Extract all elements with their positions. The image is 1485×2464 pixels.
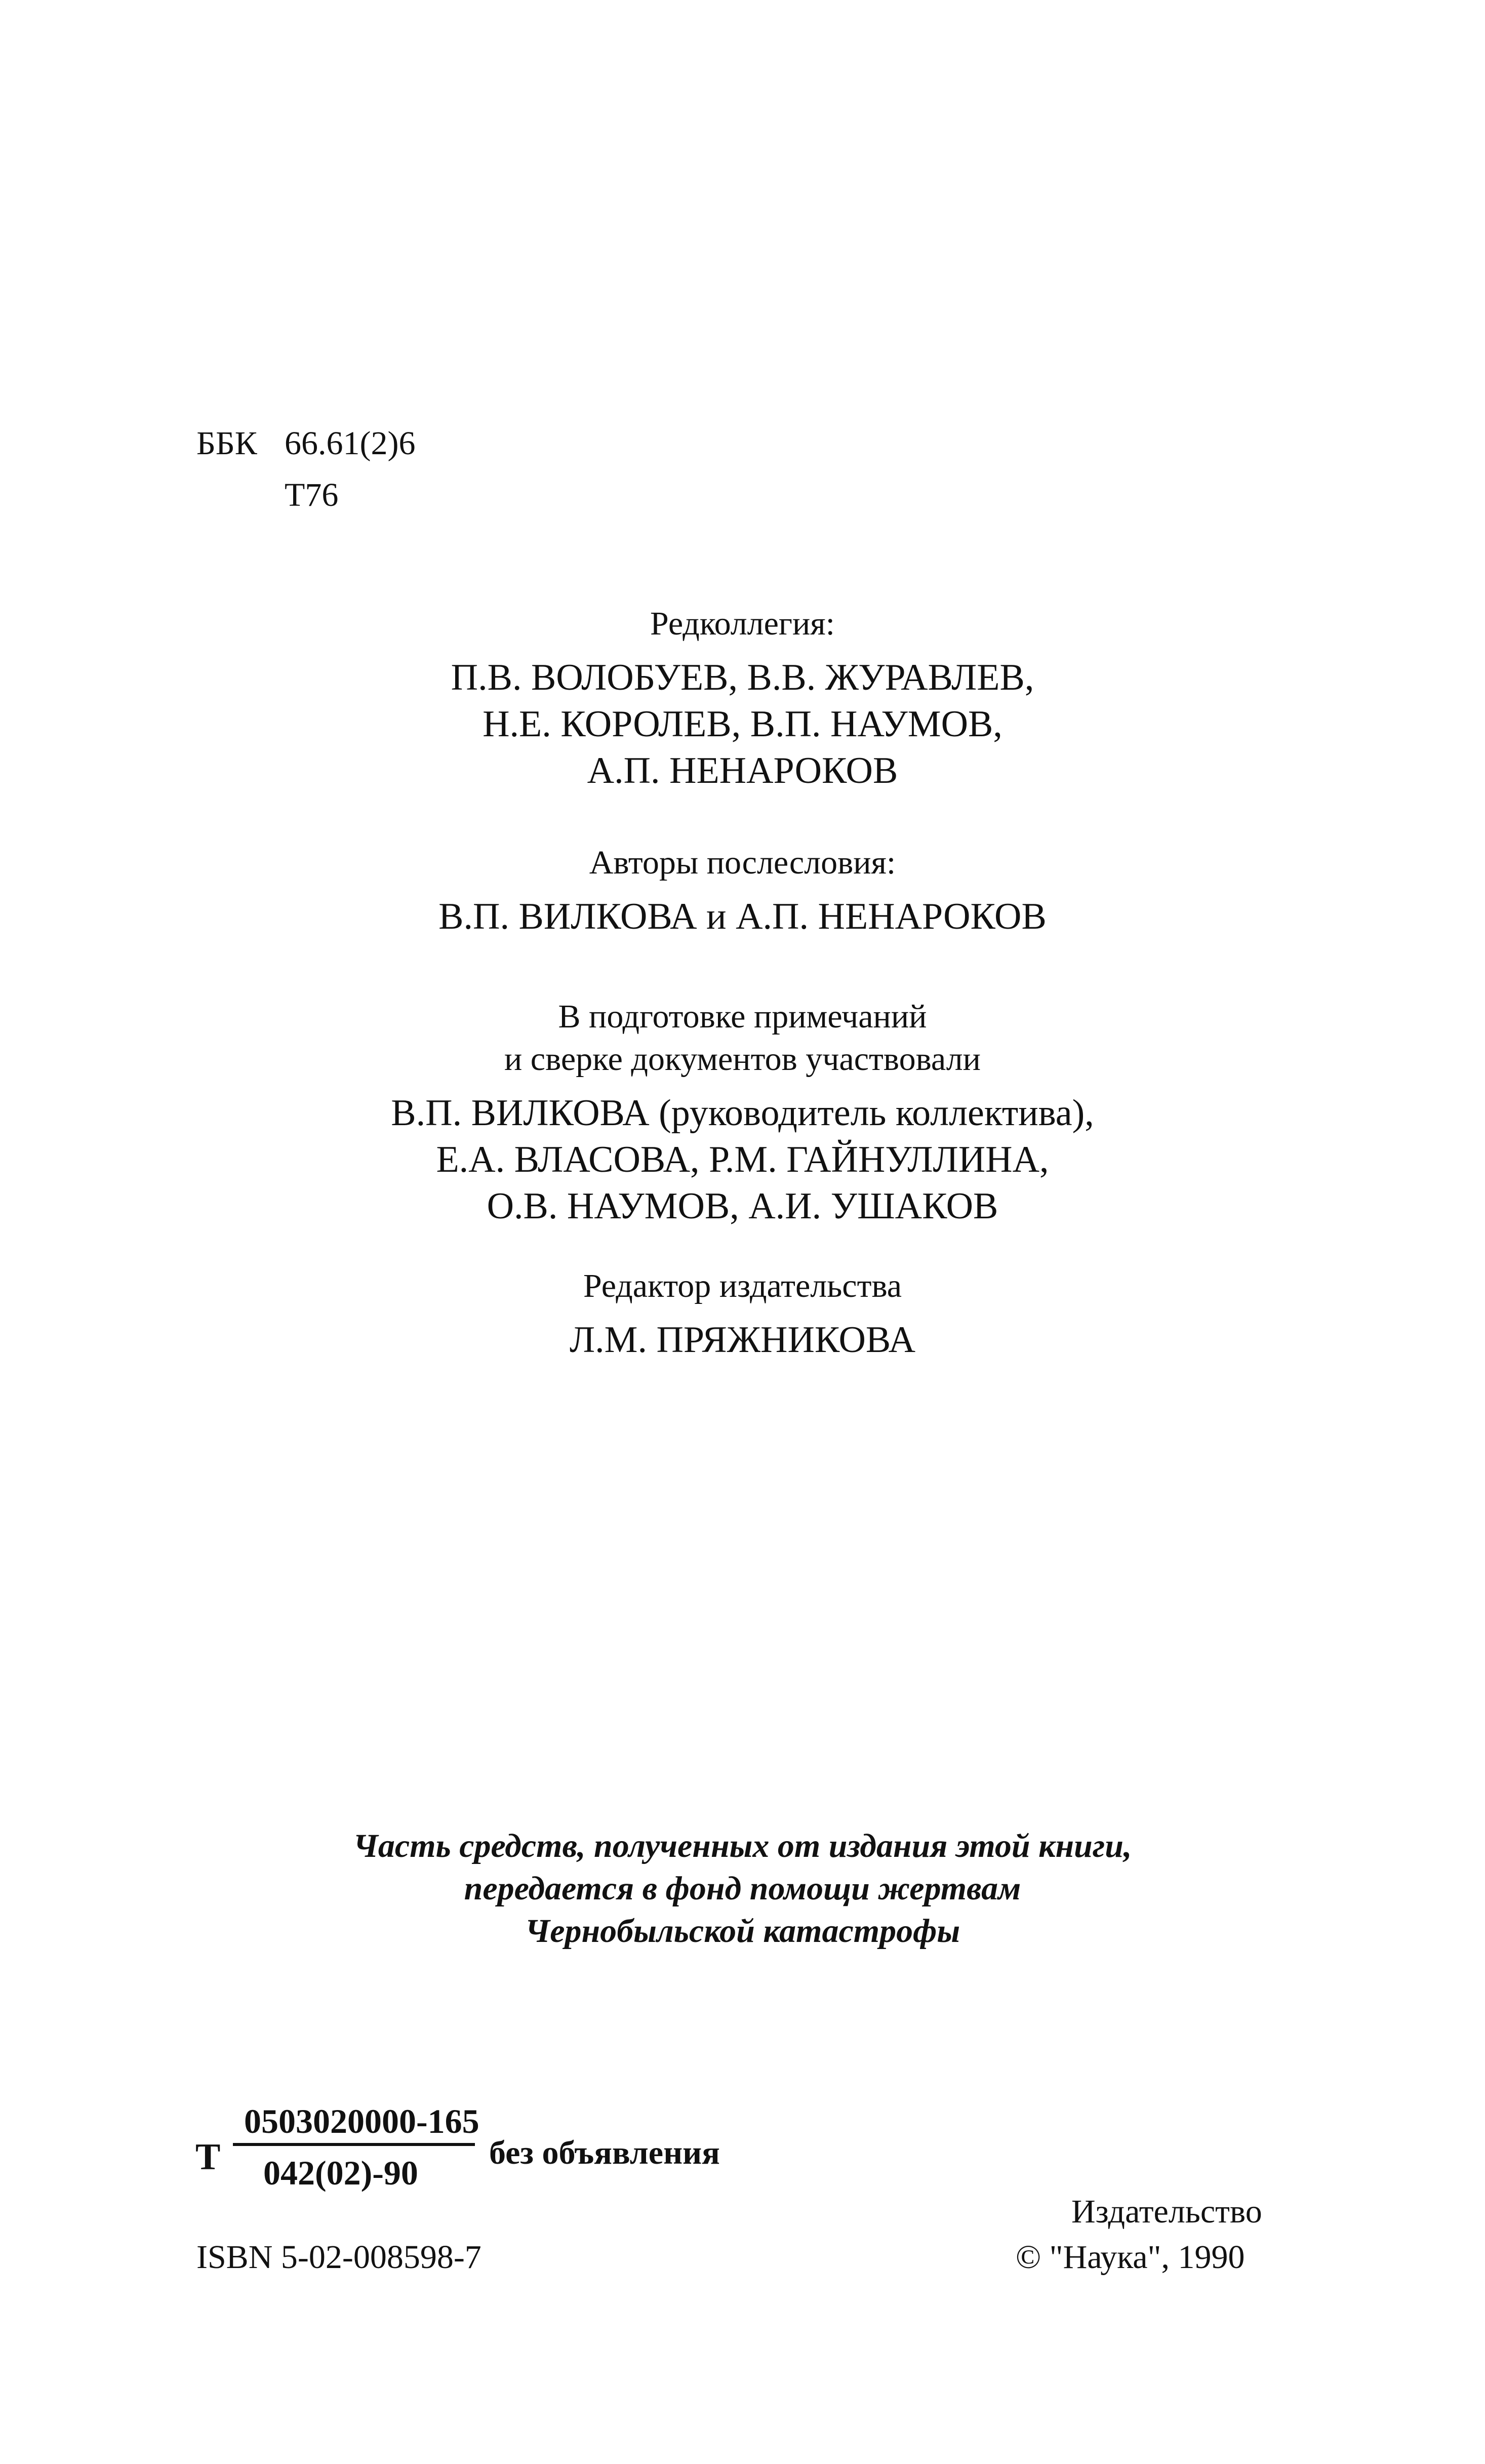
- afterword-authors-caption: Авторы послесловия:: [589, 844, 896, 881]
- notes-preparation-caption-line: В подготовке примечаний: [558, 998, 927, 1035]
- no-announcement-note: без объявления: [489, 2134, 720, 2171]
- editorial-board-name-line: П.В. ВОЛОБУЕВ, В.В. ЖУРАВЛЕВ,: [451, 657, 1034, 698]
- editorial-board-name-line: Н.Е. КОРОЛЕВ, В.П. НАУМОВ,: [483, 703, 1002, 745]
- publisher-label: Издательство: [1071, 2193, 1262, 2230]
- afterword-authors-names: В.П. ВИЛКОВА и А.П. НЕНАРОКОВ: [438, 896, 1047, 937]
- charity-note-line: Часть средств, полученных от издания этой книги,: [353, 1827, 1132, 1864]
- afterword-authors: [0, 842, 1485, 940]
- bbk-code: 66.61(2)6: [285, 425, 416, 462]
- notes-preparation: [0, 996, 1485, 1229]
- bbk-label: ББК: [196, 425, 257, 462]
- code-fraction-bar: [233, 2143, 475, 2146]
- notes-preparation-name-line: Е.А. ВЛАСОВА, Р.М. ГАЙНУЛЛИНА,: [436, 1139, 1049, 1180]
- editorial-board: [0, 603, 1485, 794]
- charity-note: [0, 1825, 1485, 1953]
- copyright-line: © "Наука", 1990: [1016, 2239, 1245, 2276]
- publisher-editor: [0, 1265, 1485, 1363]
- isbn: ISBN 5-02-008598-7: [196, 2239, 481, 2276]
- notes-preparation-caption-line: и сверке документов участвовали: [504, 1041, 981, 1078]
- publisher-editor-caption: Редактор издательства: [583, 1267, 902, 1304]
- publisher-editor-name: Л.М. ПРЯЖНИКОВА: [569, 1319, 916, 1361]
- code-numerator: 0503020000-165: [244, 2102, 479, 2140]
- code-letter: Т: [195, 2136, 221, 2178]
- notes-preparation-name-line: О.В. НАУМОВ, А.И. УШАКОВ: [487, 1185, 998, 1227]
- code-denominator: 042(02)-90: [263, 2154, 418, 2192]
- editorial-board-name-line: А.П. НЕНАРОКОВ: [587, 750, 898, 791]
- charity-note-line: Чернобыльской катастрофы: [525, 1913, 960, 1950]
- notes-preparation-name-line: В.П. ВИЛКОВА (руководитель коллектива),: [391, 1092, 1094, 1134]
- author-mark: Т76: [285, 476, 339, 513]
- charity-note-line: передается в фонд помощи жертвам: [464, 1870, 1021, 1907]
- editorial-board-caption: Редколлегия:: [650, 605, 835, 642]
